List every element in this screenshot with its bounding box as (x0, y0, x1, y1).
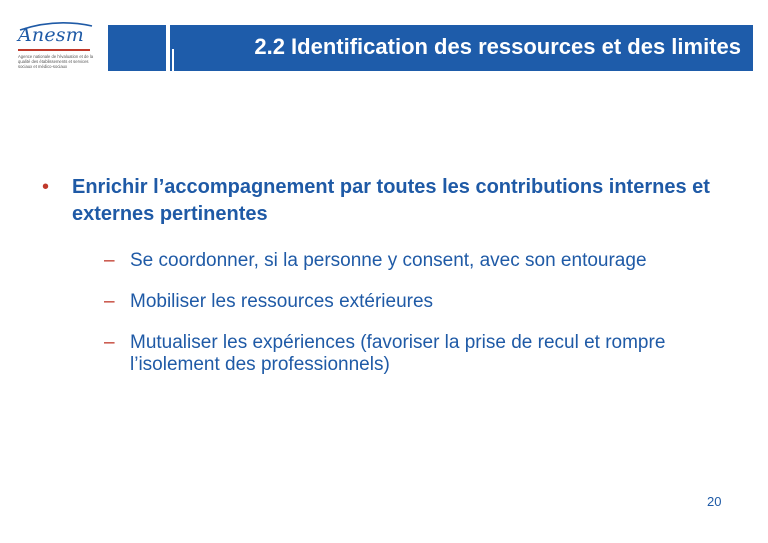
bullet-marker: • (42, 176, 50, 198)
anesm-logo (14, 20, 96, 82)
sub-bullet-item (104, 291, 732, 313)
sub-bullet-item (104, 332, 732, 376)
sub-bullet-text: Mobiliser les ressources extérieures (130, 291, 434, 312)
dash-marker: – (104, 291, 115, 312)
page-number: 20 (707, 494, 722, 509)
main-bullet (42, 174, 732, 228)
title-bar (108, 25, 753, 71)
logo-tagline: Agence nationale de l'évaluation et de la qualité des établissements et services sociaux et médico-sociaux (18, 54, 94, 69)
logo-rule (18, 49, 90, 51)
logo-name: Anesm (18, 24, 84, 46)
dash-marker: – (104, 250, 115, 271)
dash-marker: – (104, 332, 115, 353)
slide-title: 2.2 Identification des ressources et des limites (254, 34, 741, 59)
sub-bullet-item (104, 250, 732, 272)
title-bar-divider (166, 25, 170, 71)
sub-bullet-list (42, 250, 732, 376)
main-bullet-text: Enrichir l’accompagnement par toutes les contributions internes et externes pertinentes (72, 176, 710, 225)
slide-content (42, 174, 732, 395)
title-bar-divider-secondary (172, 49, 174, 71)
sub-bullet-text: Se coordonner, si la personne y consent, avec son entourage (130, 250, 647, 271)
sub-bullet-text: Mutualiser les expériences (favoriser la prise de recul et rompre l’isolement des professionnels) (130, 332, 666, 375)
